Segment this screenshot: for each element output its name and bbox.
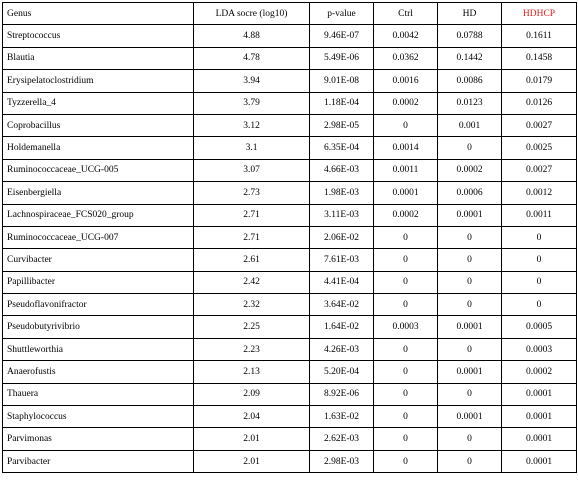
cell-genus: Ruminococcaceae_UCG-007 <box>3 226 194 248</box>
cell-hd: 0.0002 <box>438 159 502 181</box>
lda-results-table <box>2 2 577 473</box>
table-body <box>3 25 577 473</box>
table-row <box>3 92 577 114</box>
table-row <box>3 338 577 360</box>
table-row <box>3 182 577 204</box>
cell-hdhcp: 0.1458 <box>502 47 577 69</box>
cell-p-value: 2.98E-05 <box>310 114 374 136</box>
header-hd: HD <box>438 3 502 25</box>
cell-hdhcp: 0.0001 <box>502 406 577 428</box>
table-row <box>3 249 577 271</box>
cell-hd: 0 <box>438 271 502 293</box>
cell-lda-score: 2.23 <box>194 338 310 360</box>
cell-ctrl: 0.0016 <box>374 70 438 92</box>
cell-hd: 0 <box>438 294 502 316</box>
table-row <box>3 428 577 450</box>
cell-hd: 0.0788 <box>438 25 502 47</box>
cell-lda-score: 2.71 <box>194 226 310 248</box>
cell-ctrl: 0.0362 <box>374 47 438 69</box>
cell-genus: Holdemanella <box>3 137 194 159</box>
cell-p-value: 4.41E-04 <box>310 271 374 293</box>
cell-hd: 0.0123 <box>438 92 502 114</box>
cell-p-value: 5.20E-04 <box>310 361 374 383</box>
table-row <box>3 47 577 69</box>
cell-p-value: 1.63E-02 <box>310 406 374 428</box>
table-row <box>3 204 577 226</box>
cell-lda-score: 2.01 <box>194 428 310 450</box>
table-row <box>3 159 577 181</box>
cell-hd: 0 <box>438 428 502 450</box>
cell-ctrl: 0.0001 <box>374 182 438 204</box>
cell-hd: 0.0001 <box>438 316 502 338</box>
cell-hd: 0.1442 <box>438 47 502 69</box>
cell-lda-score: 3.12 <box>194 114 310 136</box>
table-row <box>3 294 577 316</box>
cell-hdhcp: 0.0001 <box>502 450 577 472</box>
cell-hd: 0.0001 <box>438 361 502 383</box>
cell-ctrl: 0.0002 <box>374 92 438 114</box>
cell-hd: 0 <box>438 137 502 159</box>
cell-ctrl: 0 <box>374 428 438 450</box>
cell-p-value: 4.26E-03 <box>310 338 374 360</box>
cell-lda-score: 2.73 <box>194 182 310 204</box>
cell-p-value: 2.06E-02 <box>310 226 374 248</box>
table-row <box>3 70 577 92</box>
header-lda-score: LDA socre (log10) <box>194 3 310 25</box>
cell-genus: Lachnospiraceae_FCS020_group <box>3 204 194 226</box>
cell-hd: 0.0001 <box>438 406 502 428</box>
cell-genus: Erysipelatoclostridium <box>3 70 194 92</box>
cell-lda-score: 2.42 <box>194 271 310 293</box>
cell-ctrl: 0.0014 <box>374 137 438 159</box>
cell-genus: Streptococcus <box>3 25 194 47</box>
cell-genus: Tyzzerella_4 <box>3 92 194 114</box>
cell-p-value: 9.46E-07 <box>310 25 374 47</box>
header-genus: Genus <box>3 3 194 25</box>
cell-genus: Blautia <box>3 47 194 69</box>
cell-hdhcp: 0.0005 <box>502 316 577 338</box>
cell-ctrl: 0 <box>374 294 438 316</box>
cell-ctrl: 0 <box>374 338 438 360</box>
cell-hdhcp: 0.0012 <box>502 182 577 204</box>
cell-hdhcp: 0.0025 <box>502 137 577 159</box>
cell-hd: 0.001 <box>438 114 502 136</box>
cell-hdhcp: 0.0027 <box>502 114 577 136</box>
table-row <box>3 271 577 293</box>
cell-hd: 0 <box>438 226 502 248</box>
cell-lda-score: 3.1 <box>194 137 310 159</box>
cell-p-value: 2.98E-03 <box>310 450 374 472</box>
cell-lda-score: 2.04 <box>194 406 310 428</box>
cell-genus: Curvibacter <box>3 249 194 271</box>
cell-p-value: 2.62E-03 <box>310 428 374 450</box>
cell-ctrl: 0.0042 <box>374 25 438 47</box>
cell-genus: Thauera <box>3 383 194 405</box>
cell-genus: Pseudoflavonifractor <box>3 294 194 316</box>
cell-hdhcp: 0.0027 <box>502 159 577 181</box>
cell-lda-score: 4.78 <box>194 47 310 69</box>
cell-lda-score: 3.79 <box>194 92 310 114</box>
cell-hd: 0 <box>438 338 502 360</box>
cell-p-value: 7.61E-03 <box>310 249 374 271</box>
cell-ctrl: 0.0003 <box>374 316 438 338</box>
table-row <box>3 316 577 338</box>
cell-hd: 0 <box>438 249 502 271</box>
cell-lda-score: 2.01 <box>194 450 310 472</box>
cell-ctrl: 0 <box>374 406 438 428</box>
cell-hdhcp: 0.0002 <box>502 361 577 383</box>
cell-hdhcp: 0.0001 <box>502 383 577 405</box>
cell-ctrl: 0.0011 <box>374 159 438 181</box>
cell-ctrl: 0 <box>374 383 438 405</box>
cell-genus: Papillibacter <box>3 271 194 293</box>
cell-hdhcp: 0.0126 <box>502 92 577 114</box>
cell-hdhcp: 0 <box>502 249 577 271</box>
cell-genus: Parvibacter <box>3 450 194 472</box>
cell-p-value: 9.01E-08 <box>310 70 374 92</box>
table-row <box>3 25 577 47</box>
cell-lda-score: 2.13 <box>194 361 310 383</box>
table-header-row <box>3 3 577 25</box>
cell-genus: Parvimonas <box>3 428 194 450</box>
cell-p-value: 3.11E-03 <box>310 204 374 226</box>
cell-ctrl: 0.0002 <box>374 204 438 226</box>
cell-lda-score: 2.09 <box>194 383 310 405</box>
cell-lda-score: 4.88 <box>194 25 310 47</box>
cell-hdhcp: 0 <box>502 271 577 293</box>
cell-hdhcp: 0.0011 <box>502 204 577 226</box>
cell-hdhcp: 0 <box>502 226 577 248</box>
cell-p-value: 5.49E-06 <box>310 47 374 69</box>
header-p-value: p-value <box>310 3 374 25</box>
cell-hdhcp: 0.1611 <box>502 25 577 47</box>
cell-lda-score: 2.25 <box>194 316 310 338</box>
cell-lda-score: 3.94 <box>194 70 310 92</box>
cell-p-value: 4.66E-03 <box>310 159 374 181</box>
cell-p-value: 8.92E-06 <box>310 383 374 405</box>
cell-ctrl: 0 <box>374 249 438 271</box>
cell-hd: 0 <box>438 383 502 405</box>
cell-lda-score: 2.32 <box>194 294 310 316</box>
cell-hd: 0.0006 <box>438 182 502 204</box>
table-row <box>3 114 577 136</box>
cell-hdhcp: 0.0001 <box>502 428 577 450</box>
cell-ctrl: 0 <box>374 450 438 472</box>
cell-p-value: 1.98E-03 <box>310 182 374 204</box>
cell-p-value: 3.64E-02 <box>310 294 374 316</box>
cell-hdhcp: 0 <box>502 294 577 316</box>
cell-lda-score: 2.71 <box>194 204 310 226</box>
cell-ctrl: 0 <box>374 226 438 248</box>
cell-hdhcp: 0.0179 <box>502 70 577 92</box>
cell-p-value: 1.64E-02 <box>310 316 374 338</box>
cell-ctrl: 0 <box>374 361 438 383</box>
cell-hd: 0.0086 <box>438 70 502 92</box>
table-row <box>3 226 577 248</box>
cell-ctrl: 0 <box>374 114 438 136</box>
table-row <box>3 361 577 383</box>
cell-genus: Anaerofustis <box>3 361 194 383</box>
cell-genus: Pseudobutyrivibrio <box>3 316 194 338</box>
table-row <box>3 450 577 472</box>
table-row <box>3 383 577 405</box>
cell-genus: Coprobacillus <box>3 114 194 136</box>
cell-genus: Eisenbergiella <box>3 182 194 204</box>
cell-hdhcp: 0.0003 <box>502 338 577 360</box>
cell-p-value: 6.35E-04 <box>310 137 374 159</box>
cell-genus: Shuttleworthia <box>3 338 194 360</box>
table-row <box>3 406 577 428</box>
cell-hd: 0 <box>438 450 502 472</box>
header-ctrl: Ctrl <box>374 3 438 25</box>
cell-ctrl: 0 <box>374 271 438 293</box>
cell-p-value: 1.18E-04 <box>310 92 374 114</box>
cell-genus: Ruminococcaceae_UCG-005 <box>3 159 194 181</box>
header-hdhcp: HDHCP <box>502 3 577 25</box>
cell-lda-score: 2.61 <box>194 249 310 271</box>
cell-genus: Staphylococcus <box>3 406 194 428</box>
table-row <box>3 137 577 159</box>
cell-lda-score: 3.07 <box>194 159 310 181</box>
cell-hd: 0.0001 <box>438 204 502 226</box>
